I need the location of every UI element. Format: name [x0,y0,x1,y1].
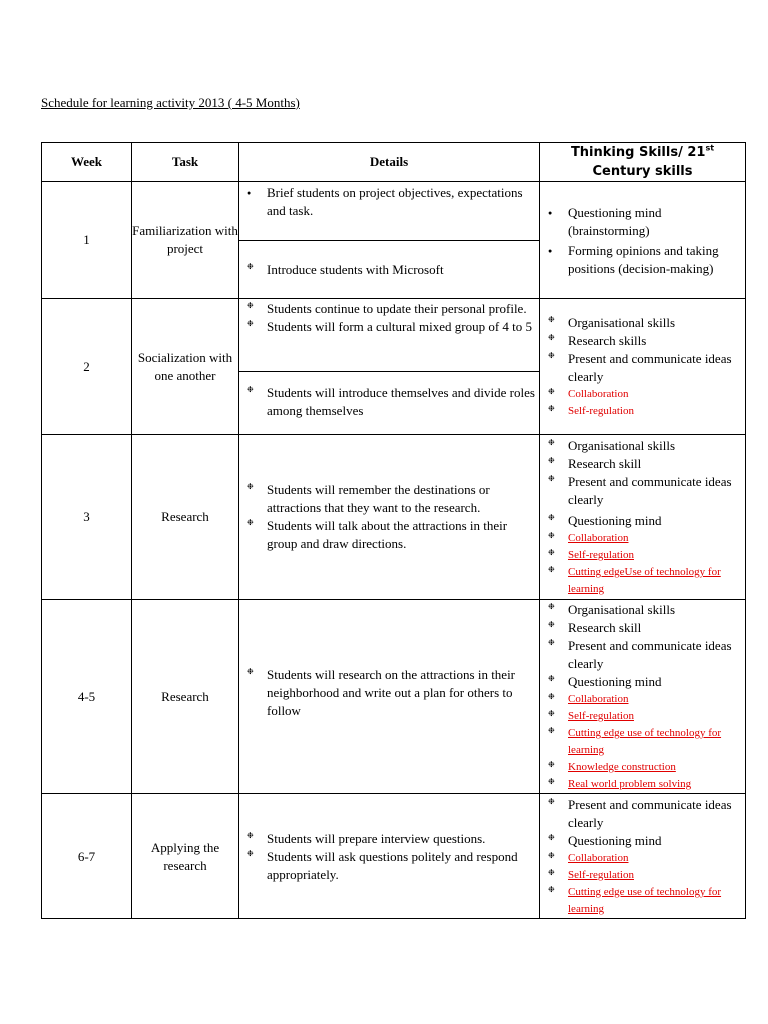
details-item: ❉ Students will introduce themselves and divide roles among themselves [239,384,535,420]
document-title: Schedule for learning activity 2013 ( 4-5 Months) [41,95,300,110]
skill-item: ❉ Present and communicate ideas clearly [540,473,745,509]
skill-item: ❉ Research skill [540,619,745,637]
skill-item: ❉ Organisational skills [540,437,745,455]
week-cell: 2 [42,299,132,435]
task-cell: Familiarization with project [132,182,239,299]
details-cell [239,600,540,794]
skills-header-tail: Century skills [592,164,693,179]
table-row [42,182,746,299]
week-cell: 6-7 [42,794,132,919]
table-row [42,600,746,794]
details-item: ❉ Students will form a cultural mixed group of 4 to 5 [239,318,535,336]
skills-header-sup: st [705,143,715,153]
table-row [42,435,746,600]
skills-cell [540,435,746,600]
skill-item-highlight: ❉ Cutting edge use of technology for learning [540,725,745,759]
header-row [42,143,746,182]
week-cell: 4-5 [42,600,132,794]
skill-item-highlight: ❉ Self-regulation [540,547,745,564]
table-row [42,299,746,435]
skill-item: ❉ Questioning mind [540,673,745,691]
details-part [239,829,539,884]
schedule-table [41,142,746,919]
task-cell: Applying the research [132,794,239,919]
skills-header [540,143,746,182]
details-item: ❉ Students will research on the attractions in their neighborhood and write out a plan for others to follow [239,666,535,720]
week-cell: 3 [42,435,132,600]
details-part [239,371,539,434]
skill-item: ❉ Present and communicate ideas clearly [540,796,745,832]
skills-cell [540,794,746,919]
details-item: ❉ Introduce students with Microsoft [239,261,535,279]
skill-item: ❉ Questioning mind [540,832,745,850]
week-cell: 1 [42,182,132,299]
skills-cell [540,299,746,435]
details-header: Details [239,143,540,182]
details-part [239,481,539,553]
details-part [239,240,539,298]
details-part [239,183,539,240]
details-cell [239,299,540,435]
skill-item: ❉ Organisational skills [540,314,745,332]
details-item: ❉ Students will remember the destinations or attractions that they want to the research. [239,481,535,517]
skill-item-highlight: ❉ Real world problem solving [540,776,745,793]
details-part [239,299,539,371]
details-item: ❉ Students will prepare interview questions. [239,830,535,848]
skill-item: ● Questioning mind (brainstorming) [540,204,745,240]
details-item: ❉ Students will talk about the attractions in their group and draw directions. [239,517,535,553]
skill-item-highlight: ❉ Self-regulation [540,403,745,420]
skill-item-highlight: ❉ Collaboration [540,691,745,708]
table-row [42,794,746,919]
details-cell [239,435,540,600]
skill-item-highlight: ❉ Self-regulation [540,867,745,884]
skill-item-highlight: ❉ Self-regulation [540,708,745,725]
skill-item-highlight: ❉ Cutting edge use of technology for learning [540,884,745,918]
skill-item-highlight: ❉ Collaboration [540,530,745,547]
skill-item-highlight: ❉ Cutting edgeUse of technology for learning [540,564,745,598]
skill-item-highlight: ❉ Collaboration [540,386,745,403]
details-cell [239,794,540,919]
details-cell [239,182,540,299]
skills-cell [540,600,746,794]
skill-item: ● Forming opinions and taking positions (decision-making) [540,242,745,278]
skill-item: ❉ Research skills [540,332,745,350]
skill-item: ❉ Organisational skills [540,601,745,619]
task-cell: Socialization with one another [132,299,239,435]
details-item: ❉ Students will ask questions politely and respond appropriately. [239,848,535,884]
skill-item: ❉ Questioning mind [540,512,745,530]
skill-item: ❉ Present and communicate ideas clearly [540,350,745,386]
skills-header-main: Thinking Skills/ 21 [570,145,706,160]
details-item: ● Brief students on project objectives, expectations and task. [239,184,535,220]
task-cell: Research [132,600,239,794]
task-header: Task [132,143,239,182]
skill-item-highlight: ❉ Knowledge construction [540,759,745,776]
skills-cell [540,182,746,299]
details-part [239,666,539,728]
skill-item-highlight: ❉ Collaboration [540,850,745,867]
skill-item: ❉ Present and communicate ideas clearly [540,637,745,673]
task-cell: Research [132,435,239,600]
week-header: Week [42,143,132,182]
skill-item: ❉ Research skill [540,455,745,473]
details-item: ❉ Students continue to update their personal profile. [239,300,535,318]
